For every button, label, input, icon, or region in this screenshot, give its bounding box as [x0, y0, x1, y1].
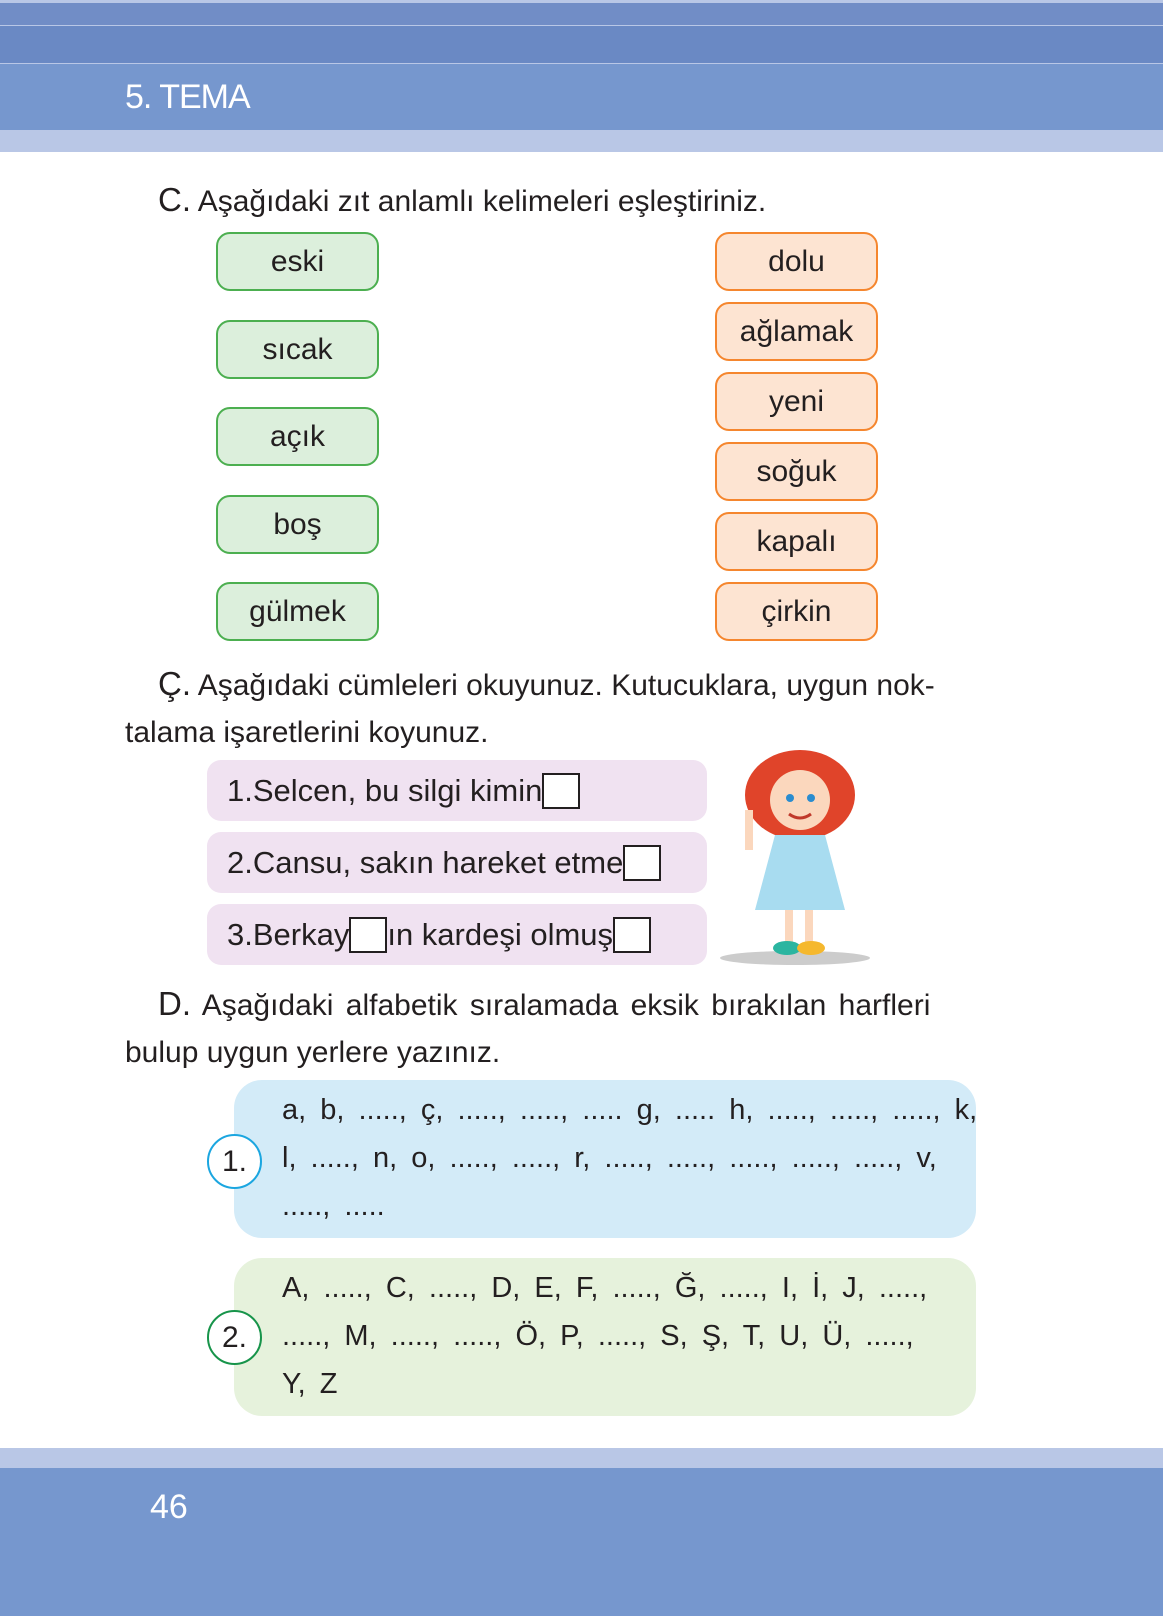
left-word[interactable]: açık: [216, 407, 379, 466]
header-band: [0, 0, 1163, 152]
punctuation-box[interactable]: [623, 845, 661, 881]
alphabet-line[interactable]: l, ....., n, o, ....., ....., r, ....., ....., ....., ....., ....., v,: [282, 1142, 937, 1174]
left-word[interactable]: sıcak: [216, 320, 379, 379]
right-word[interactable]: ağlamak: [715, 302, 878, 361]
right-word[interactable]: soğuk: [715, 442, 878, 501]
sentence-row: 3. Berkay ın kardeşi olmuş: [207, 904, 707, 965]
alphabet-line[interactable]: Y, Z: [282, 1368, 338, 1400]
right-word[interactable]: dolu: [715, 232, 878, 291]
uppercase-alphabet-exercise: [234, 1258, 976, 1416]
alphabet-line[interactable]: a, b, ....., ç, ....., ....., ..... g, ..... h, ....., ....., ....., k,: [282, 1094, 978, 1126]
section-cc-heading: Ç. Aşağıdaki cümleleri okuyunuz. Kutucuklara, uygun nok- talama işaretlerini koyunuz.: [125, 665, 935, 749]
left-word[interactable]: eski: [216, 232, 379, 291]
girl-illustration: [715, 740, 875, 970]
page-number: 46: [150, 1488, 188, 1526]
alphabet-line[interactable]: ....., M, ....., ....., Ö, P, ....., S, Ş, T, U, Ü, .....,: [282, 1320, 914, 1352]
footer-band-light: [0, 1448, 1163, 1468]
punctuation-box[interactable]: [542, 773, 580, 809]
alphabet-line[interactable]: ....., .....: [282, 1190, 385, 1222]
exercise-number-badge: 1.: [207, 1134, 262, 1189]
exercise-number-badge: 2.: [207, 1310, 262, 1365]
section-c-heading: C. Aşağıdaki zıt anlamlı kelimeleri eşleştiriniz.: [158, 181, 767, 218]
right-word[interactable]: kapalı: [715, 512, 878, 571]
right-word[interactable]: çirkin: [715, 582, 878, 641]
lowercase-alphabet-exercise: [234, 1080, 976, 1238]
left-word[interactable]: boş: [216, 495, 379, 554]
alphabet-line[interactable]: A, ....., C, ....., D, E, F, ....., Ğ, ....., I, İ, J, .....,: [282, 1272, 928, 1304]
sentence-row: 2. Cansu, sakın hareket etme: [207, 832, 707, 893]
left-word[interactable]: gülmek: [216, 582, 379, 641]
sentence-row: 1. Selcen, bu silgi kimin: [207, 760, 707, 821]
punctuation-box[interactable]: [613, 917, 651, 953]
section-d-heading: D. Aşağıdaki alfabetik sıralamada eksik bırakılan harfleri bulup uygun yerlere yazınız.: [125, 985, 931, 1069]
theme-title: 5. TEMA: [125, 78, 250, 116]
punctuation-box[interactable]: [349, 917, 387, 953]
right-word[interactable]: yeni: [715, 372, 878, 431]
